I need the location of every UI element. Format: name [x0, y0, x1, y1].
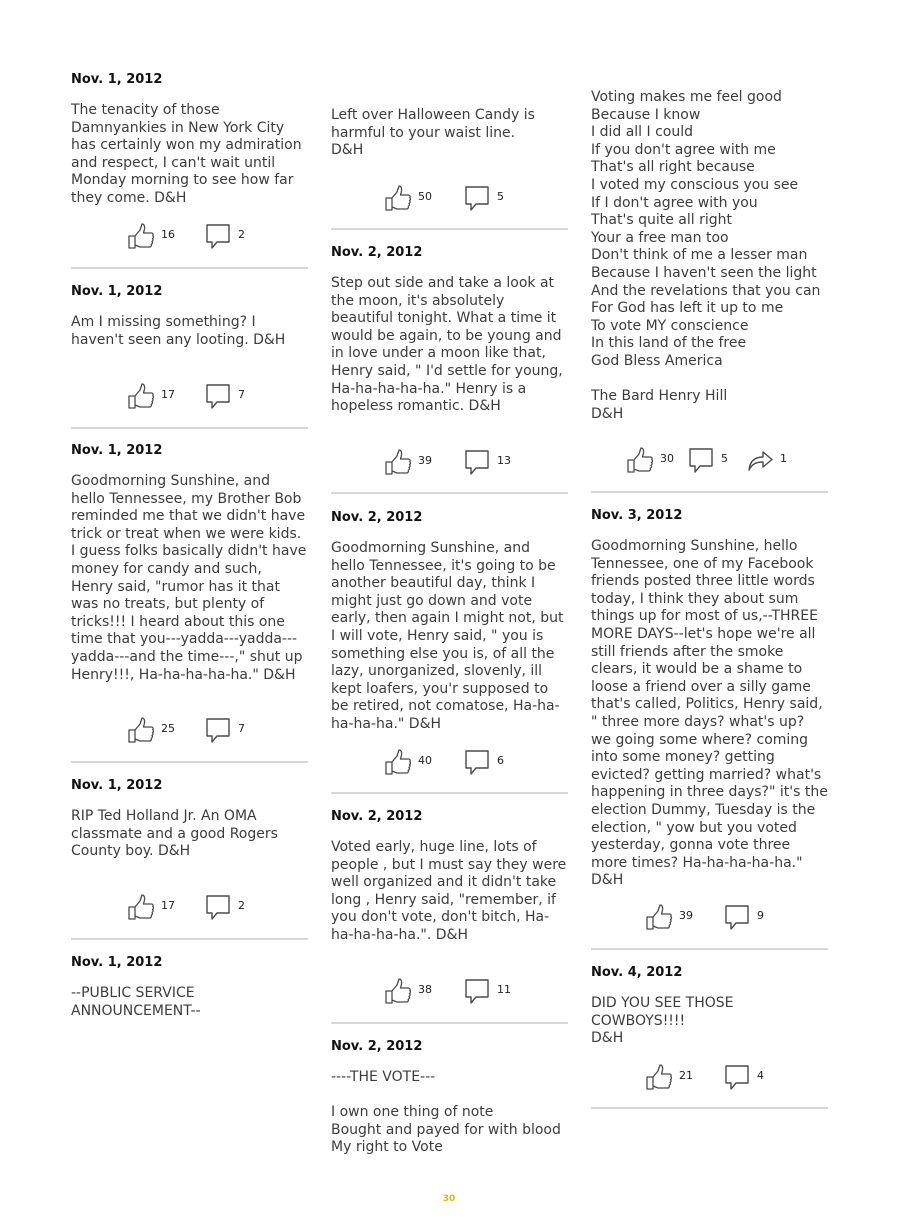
post-date: Nov. 3, 2012 [591, 508, 683, 523]
post-text: ----THE VOTE--- I own one thing of note Bought and payed for with blood My right to Vote [331, 1069, 561, 1156]
post-divider [331, 492, 568, 494]
post [331, 809, 568, 945]
post-date: Nov. 1, 2012 [71, 72, 163, 87]
comment-count: 7 [238, 388, 245, 401]
comment-count: 5 [497, 190, 504, 203]
post-divider [71, 938, 308, 940]
post-divider [331, 228, 568, 230]
post-divider [71, 761, 308, 763]
post [591, 965, 828, 1048]
post-text: Goodmorning Sunshine, and hello Tennessee, my Brother Bob reminded me that we didn't have trick or treat when we were kids. I guess folks basically didn't have money for candy and such, Henry said, "rumor has it that was no treats, but plenty of tricks!!! I heard about this one time that you---yadda---yadda---yadda---and the time---," shut up Henry!!!, Ha-ha-ha-ha-ha." D&H [71, 473, 307, 683]
thumbs-up-icon [384, 977, 412, 1005]
post-divider [591, 491, 828, 493]
post-date: Nov. 2, 2012 [331, 1039, 423, 1054]
thumbs-up-icon [384, 448, 412, 476]
post-text: Step out side and take a look at the moon, it's absolutely beautiful tonight. What a time it would be again, to be young and in love under a moon like that, Henry said, " I'd settle for young, Ha-ha-ha-ha-ha." Henry is a hopeless romantic. D&H [331, 275, 563, 415]
comment-icon [463, 977, 491, 1005]
thumbs-up-icon [127, 382, 155, 410]
post-text: Left over Halloween Candy is harmful to your waist line. D&H [331, 107, 535, 159]
like-count: 50 [418, 190, 432, 203]
post-date: Nov. 1, 2012 [71, 443, 163, 458]
like-count: 17 [161, 388, 175, 401]
post-divider [591, 1107, 828, 1109]
post-divider [331, 1022, 568, 1024]
comment-count: 4 [757, 1069, 764, 1082]
post-date: Nov. 2, 2012 [331, 245, 423, 260]
post-divider [331, 792, 568, 794]
like-count: 16 [161, 228, 175, 241]
comment-icon [687, 446, 715, 474]
post [71, 443, 308, 684]
comment-icon [204, 222, 232, 250]
post-text: The tenacity of those Damnyankies in New York City has certainly won my admiration and respect, I can't wait until Monday morning to see how far they come. D&H [71, 102, 302, 206]
post-text: RIP Ted Holland Jr. An OMA classmate and a good Rogers County boy. D&H [71, 808, 278, 860]
like-count: 17 [161, 899, 175, 912]
like-count: 39 [418, 454, 432, 467]
like-count: 38 [418, 983, 432, 996]
post [331, 107, 568, 160]
comment-icon [723, 1063, 751, 1091]
post-date: Nov. 1, 2012 [71, 955, 163, 970]
post [591, 89, 828, 423]
post-divider [71, 427, 308, 429]
post-date: Nov. 2, 2012 [331, 510, 423, 525]
post [71, 284, 308, 349]
post [71, 778, 308, 861]
post-text: Voting makes me feel good Because I know I did all I could If you don't agree with me That's all right because I voted my conscious you see If I don't agree with you That's quite all right Your a free man too Don't think of me a lesser man Because I haven't seen the light And the revelations that you can For God has left it up to me To vote MY conscience In this land of the free God Bless America The Bard Henry Hill D&H [591, 89, 821, 422]
comment-icon [723, 903, 751, 931]
post-text: --PUBLIC SERVICE ANNOUNCEMENT-- [71, 985, 201, 1019]
share-count: 1 [780, 452, 787, 465]
post [71, 72, 308, 208]
post-text: Goodmorning Sunshine, hello Tennessee, one of my Facebook friends posted three little words today, I think they about sum things up for most of us,--THREE MORE DAYS--let's hope we're all still friends after the smoke clears, it would be a shame to loose a friend over a silly game that's called, Politics, Henry said, " three more days? what's up? we going some where? coming into some money? getting evicted? getting married? what's happening in three days?" it's the election Dummy, Tuesday is the election, " yow but you voted yesterday, gonna vote three more times? Ha-ha-ha-ha-ha." D&H [591, 538, 828, 889]
comment-icon [463, 184, 491, 212]
like-count: 21 [679, 1069, 693, 1082]
post [331, 245, 568, 416]
comment-count: 11 [497, 983, 511, 996]
thumbs-up-icon [626, 446, 654, 474]
comment-icon [204, 716, 232, 744]
post [331, 1039, 568, 1157]
post-text: Voted early, huge line, lots of people , but I must say they were well organized and it didn't take long , Henry said, "remember, if you don't vote, don't bitch, Ha-ha-ha-ha-ha.". D&H [331, 839, 567, 943]
comment-count: 13 [497, 454, 511, 467]
comment-count: 6 [497, 754, 504, 767]
post-date: Nov. 4, 2012 [591, 965, 683, 980]
post-text: Goodmorning Sunshine, and hello Tennessee, it's going to be another beautiful day, think I might just go down and vote early, then again I might not, but I will vote, Henry said, " you is something else you is, of all the lazy, unorganized, slovenly, ill kept loafers, you'r supposed to be retired, not comatose, Ha-ha-ha-ha-ha." D&H [331, 540, 564, 732]
thumbs-up-icon [384, 184, 412, 212]
page-number: 30 [442, 1194, 456, 1204]
thumbs-up-icon [384, 748, 412, 776]
post-date: Nov. 2, 2012 [331, 809, 423, 824]
like-count: 40 [418, 754, 432, 767]
like-count: 39 [679, 909, 693, 922]
like-count: 30 [660, 452, 674, 465]
thumbs-up-icon [127, 222, 155, 250]
like-count: 25 [161, 722, 175, 735]
comment-icon [463, 448, 491, 476]
post [331, 510, 568, 734]
comment-count: 2 [238, 228, 245, 241]
post-divider [591, 948, 828, 950]
comment-icon [204, 382, 232, 410]
comment-count: 9 [757, 909, 764, 922]
post-date: Nov. 1, 2012 [71, 284, 163, 299]
post-date: Nov. 1, 2012 [71, 778, 163, 793]
comment-icon [463, 748, 491, 776]
thumbs-up-icon [127, 893, 155, 921]
comment-icon [204, 893, 232, 921]
thumbs-up-icon [127, 716, 155, 744]
thumbs-up-icon [645, 1063, 673, 1091]
comment-count: 5 [721, 452, 728, 465]
post-divider [71, 267, 308, 269]
post [71, 955, 308, 1020]
comment-count: 7 [238, 722, 245, 735]
post [591, 508, 828, 890]
share-icon [746, 446, 774, 474]
thumbs-up-icon [645, 903, 673, 931]
post-text: DID YOU SEE THOSE COWBOYS!!!! D&H [591, 995, 734, 1047]
comment-count: 2 [238, 899, 245, 912]
post-text: Am I missing something? I haven't seen any looting. D&H [71, 314, 286, 348]
